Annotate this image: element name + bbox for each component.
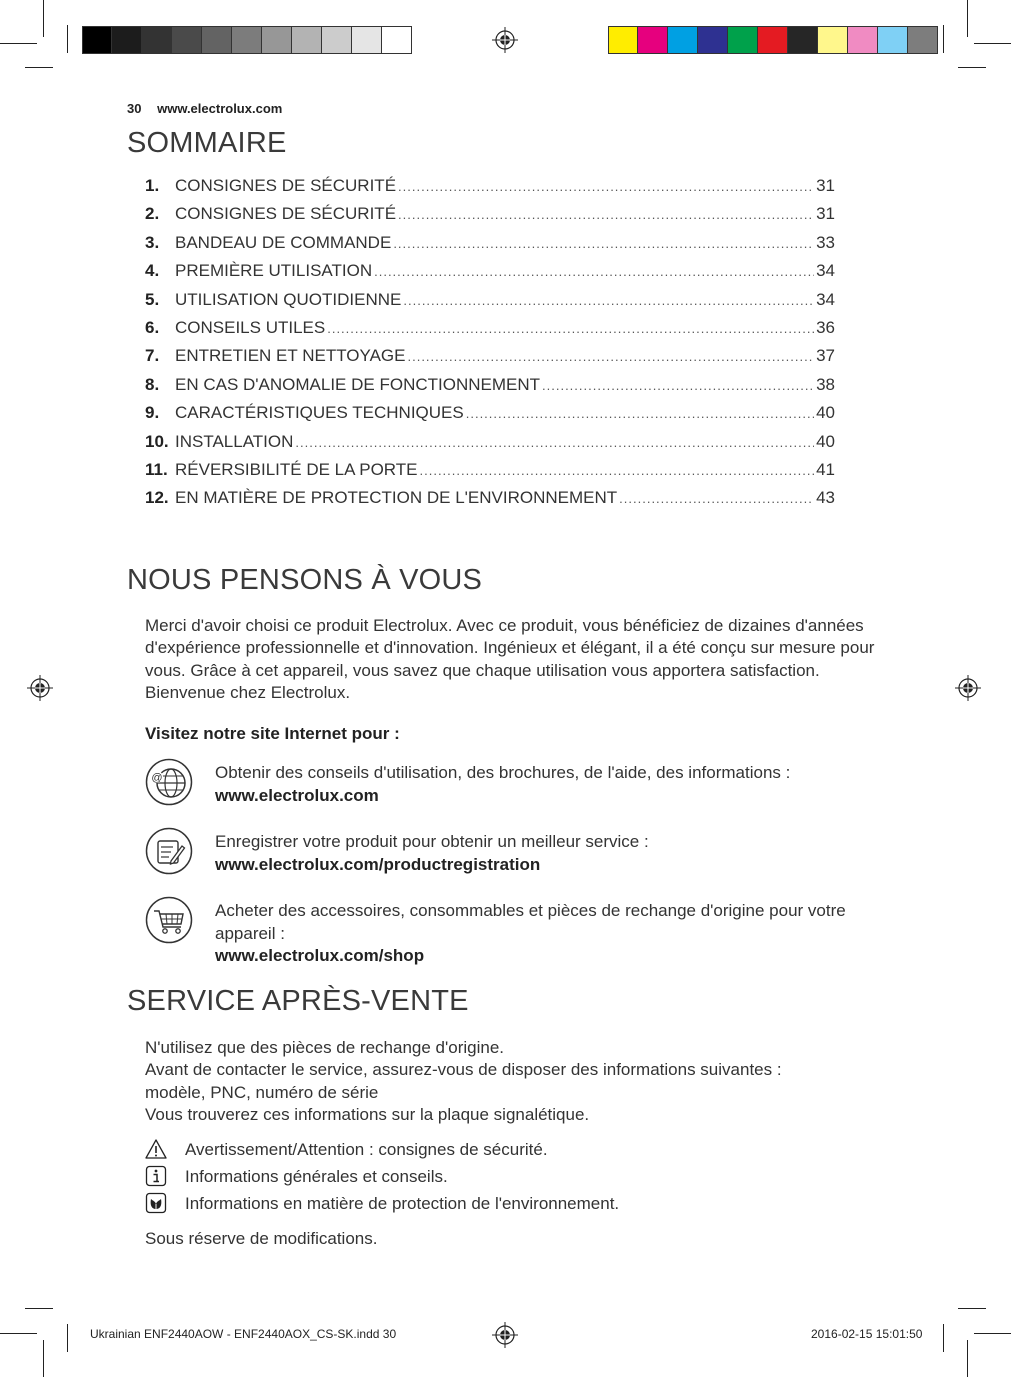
process-color-bar bbox=[608, 26, 938, 54]
toc-row[interactable] bbox=[145, 460, 835, 488]
color-swatch bbox=[322, 26, 352, 54]
toc-page-number: 40 bbox=[816, 403, 835, 423]
color-swatch bbox=[382, 26, 412, 54]
color-swatch bbox=[758, 26, 788, 54]
environment-icon bbox=[145, 1192, 167, 1214]
toc-leader-dots bbox=[393, 236, 814, 251]
color-swatch bbox=[818, 26, 848, 54]
toc-row[interactable] bbox=[145, 176, 835, 204]
toc-row[interactable] bbox=[145, 204, 835, 232]
service-line: N'utilisez que des pièces de rechange d'origine. bbox=[145, 1038, 504, 1057]
toc-page-number: 43 bbox=[816, 488, 835, 508]
color-swatch bbox=[908, 26, 938, 54]
toc-row[interactable] bbox=[145, 375, 835, 403]
toc-leader-dots bbox=[295, 435, 814, 450]
registration-mark-icon bbox=[492, 1322, 518, 1348]
page-number: 30 bbox=[127, 101, 142, 116]
toc-title: BANDEAU DE COMMANDE bbox=[175, 232, 392, 252]
header-site-url[interactable]: www.electrolux.com bbox=[157, 101, 283, 116]
toc-leader-dots bbox=[407, 349, 814, 364]
toc-page-number: 34 bbox=[816, 289, 835, 309]
toc-number: 2. bbox=[145, 204, 160, 224]
footer-file-info: Ukrainian ENF2440AOW - ENF2440AOX_CS-SK.indd 30 bbox=[90, 1327, 397, 1341]
toc-leader-dots bbox=[420, 463, 815, 478]
toc-number: 7. bbox=[145, 346, 160, 366]
toc-title: RÉVERSIBILITÉ DE LA PORTE bbox=[175, 459, 418, 479]
toc-row[interactable] bbox=[145, 488, 835, 516]
toc-number: 1. bbox=[145, 176, 160, 195]
color-swatch bbox=[232, 26, 262, 54]
toc-row[interactable] bbox=[145, 403, 835, 431]
toc-page-number: 31 bbox=[816, 204, 835, 224]
toc-number: 10. bbox=[145, 431, 169, 451]
toc-number: 11. bbox=[145, 459, 168, 479]
toc-number: 5. bbox=[145, 289, 160, 309]
color-swatch bbox=[698, 26, 728, 54]
legend-text: Informations générales et conseils. bbox=[185, 1167, 448, 1186]
toc-page-number: 40 bbox=[816, 431, 835, 451]
color-swatch bbox=[668, 26, 698, 54]
color-swatch bbox=[728, 26, 758, 54]
service-line: modèle, PNC, numéro de série bbox=[145, 1082, 379, 1102]
toc-row[interactable] bbox=[145, 261, 835, 289]
legend-text: Informations en matière de protection de l'environnement. bbox=[185, 1194, 620, 1213]
color-swatch bbox=[142, 26, 172, 54]
toc-number: 12. bbox=[145, 488, 169, 508]
color-swatch bbox=[848, 26, 878, 54]
intro-paragraph: Merci d'avoir choisi ce produit Electrolux. Avec ce produit, vous bénéficiez de dizaines d'années d'expérience professionnelle et d'innovation. Ingénieux et élégant, il a été conçu sur mesure pour vous. Grâce à cet appareil, vous savez que chaque utilisation vous apportera satisfaction. Bienvenue chez Electrolux. bbox=[145, 616, 875, 702]
toc-leader-dots bbox=[398, 179, 814, 194]
toc-leader-dots bbox=[542, 378, 814, 393]
modifications-note: Sous réserve de modifications. bbox=[145, 1229, 378, 1248]
toc-page-number: 33 bbox=[816, 232, 835, 252]
toc-page-number: 31 bbox=[816, 176, 835, 195]
warning-icon bbox=[145, 1138, 167, 1160]
service-title: SERVICE APRÈS-VENTE bbox=[127, 985, 469, 1017]
globe-icon bbox=[145, 758, 193, 806]
nous-pensons-title: NOUS PENSONS À VOUS bbox=[127, 564, 483, 596]
toc-row[interactable] bbox=[145, 432, 835, 460]
color-swatch bbox=[608, 26, 638, 54]
toc-page-number: 36 bbox=[816, 317, 835, 337]
toc-title: EN MATIÈRE DE PROTECTION DE L'ENVIRONNEMENT bbox=[175, 488, 618, 508]
service-line: Avant de contacter le service, assurez-vous de disposer des informations suivantes : bbox=[145, 1060, 782, 1080]
toc-number: 6. bbox=[145, 317, 160, 337]
footer-timestamp: 2016-02-15 15:01:50 bbox=[811, 1327, 923, 1341]
web-link-url[interactable]: www.electrolux.com/productregistration bbox=[215, 854, 541, 874]
toc-leader-dots bbox=[327, 321, 814, 336]
info-icon bbox=[145, 1165, 167, 1187]
toc-number: 4. bbox=[145, 261, 160, 281]
toc-leader-dots bbox=[374, 264, 814, 279]
color-swatch bbox=[352, 26, 382, 54]
web-link-description: Acheter des accessoires, consommables et pièces de rechange d'origine pour votre appareil : bbox=[215, 901, 846, 943]
toc-title: PREMIÈRE UTILISATION bbox=[175, 261, 373, 281]
toc-page-number: 38 bbox=[816, 374, 835, 394]
registration-mark-icon bbox=[492, 27, 518, 53]
color-swatch bbox=[292, 26, 322, 54]
register-icon bbox=[145, 827, 193, 875]
toc-row[interactable] bbox=[145, 346, 835, 374]
color-swatch bbox=[82, 26, 112, 54]
toc-leader-dots bbox=[466, 406, 814, 421]
toc-row[interactable] bbox=[145, 233, 835, 261]
toc-number: 3. bbox=[145, 232, 160, 252]
toc-number: 9. bbox=[145, 403, 160, 423]
toc-title: EN CAS D'ANOMALIE DE FONCTIONNEMENT bbox=[175, 374, 541, 394]
toc-page-number: 37 bbox=[816, 346, 835, 366]
color-swatch bbox=[112, 26, 142, 54]
registration-mark-icon bbox=[955, 675, 981, 701]
toc-title: UTILISATION QUOTIDIENNE bbox=[175, 289, 402, 309]
toc-title: CONSIGNES DE SÉCURITÉ bbox=[175, 176, 397, 195]
toc-leader-dots bbox=[403, 293, 814, 308]
service-line: Vous trouverez ces informations sur la plaque signalétique. bbox=[145, 1104, 590, 1124]
shopping-cart-icon bbox=[145, 896, 193, 944]
sommaire-title: SOMMAIRE bbox=[127, 127, 287, 159]
grayscale-color-bar bbox=[82, 26, 412, 54]
toc-title: CONSIGNES DE SÉCURITÉ bbox=[175, 204, 397, 224]
web-link-url[interactable]: www.electrolux.com bbox=[215, 785, 379, 805]
toc-title: INSTALLATION bbox=[175, 431, 294, 451]
page-header bbox=[127, 101, 282, 116]
web-link-description: Enregistrer votre produit pour obtenir un meilleur service : bbox=[215, 832, 649, 851]
color-swatch bbox=[878, 26, 908, 54]
toc-title: CONSEILS UTILES bbox=[175, 317, 326, 337]
toc-row[interactable] bbox=[145, 290, 835, 318]
web-link-url[interactable]: www.electrolux.com/shop bbox=[215, 946, 425, 965]
registration-mark-icon bbox=[27, 675, 53, 701]
color-swatch bbox=[172, 26, 202, 54]
toc-title: CARACTÉRISTIQUES TECHNIQUES bbox=[175, 403, 464, 423]
color-swatch bbox=[788, 26, 818, 54]
toc-number: 8. bbox=[145, 374, 160, 394]
service-text bbox=[145, 1037, 880, 1126]
color-swatch bbox=[202, 26, 232, 54]
svg-text:@: @ bbox=[151, 772, 163, 784]
toc-leader-dots bbox=[619, 491, 814, 506]
toc-page-number: 41 bbox=[816, 459, 835, 479]
table-of-contents bbox=[145, 176, 835, 517]
toc-page-number: 34 bbox=[816, 261, 835, 281]
color-swatch bbox=[262, 26, 292, 54]
toc-row[interactable] bbox=[145, 318, 835, 346]
toc-title: ENTRETIEN ET NETTOYAGE bbox=[175, 346, 406, 366]
color-swatch bbox=[638, 26, 668, 54]
visit-label: Visitez notre site Internet pour : bbox=[145, 724, 400, 743]
legend-text: Avertissement/Attention : consignes de sécurité. bbox=[185, 1140, 548, 1159]
toc-leader-dots bbox=[398, 207, 814, 222]
web-link-description: Obtenir des conseils d'utilisation, des brochures, de l'aide, des informations : bbox=[215, 763, 791, 782]
